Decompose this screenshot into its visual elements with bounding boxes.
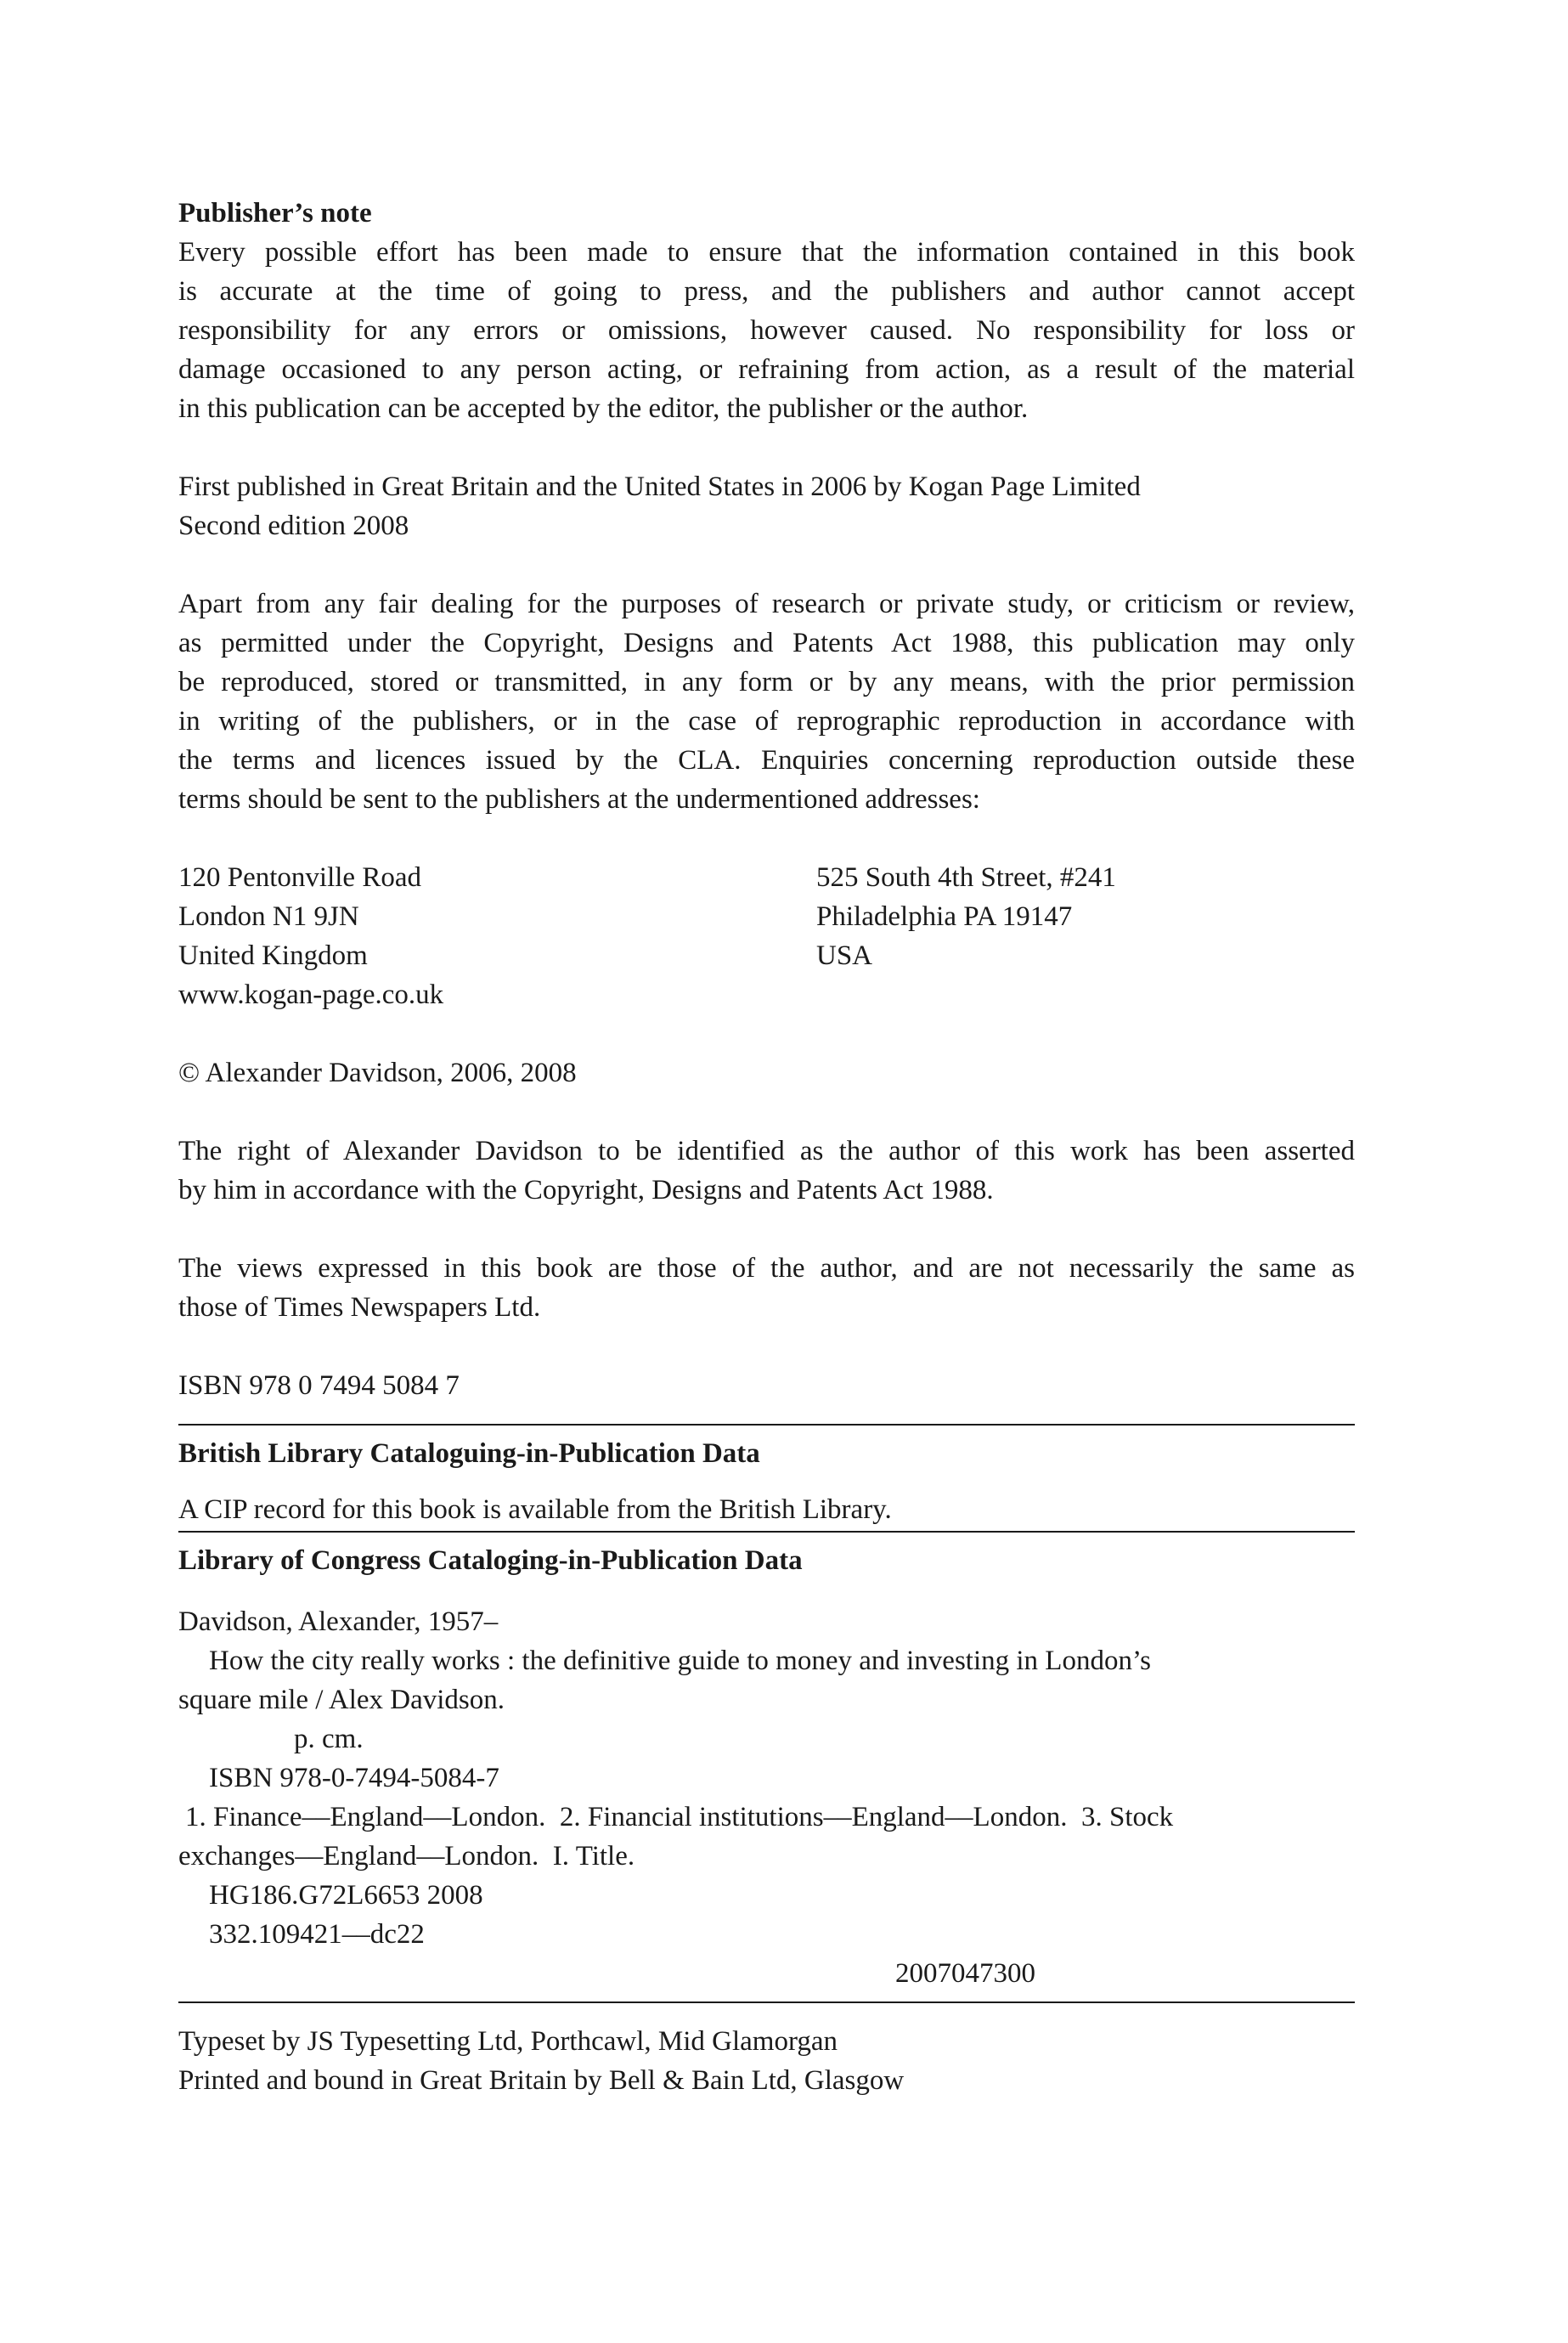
us-address	[816, 858, 1355, 1014]
publishers-note	[178, 194, 1355, 428]
uk-address	[178, 858, 816, 1014]
publishers-note-line: Every possible effort has been made to ensure that the information contained in this book	[178, 237, 1355, 268]
uk-website: www.kogan-page.co.uk	[178, 980, 444, 1010]
loc-pages: p. cm.	[294, 1724, 364, 1754]
fair-dealing-line: Apart from any fair dealing for the purposes of research or private study, or criticism or review,	[178, 589, 1355, 619]
publishers-note-heading: Publisher’s note	[178, 198, 372, 229]
loc-control-number: 2007047300	[895, 1958, 1035, 1989]
publishers-note-line: responsibility for any errors or omissions, however caused. No responsibility for loss or	[178, 315, 1355, 346]
library-of-congress-cip	[178, 1541, 1355, 1993]
us-address-line: USA	[816, 940, 873, 971]
author-right-notice	[178, 1132, 1355, 1210]
loc-classification: HG186.G72L6653 2008	[209, 1880, 483, 1911]
british-library-heading: British Library Cataloguing-in-Publication Data	[178, 1438, 760, 1469]
loc-title-line: How the city really works : the definitive guide to money and investing in London’s	[209, 1646, 1151, 1676]
loc-subjects-line: 1. Finance––England––London. 2. Financial institutions––England––London. 3. Stock	[185, 1802, 1174, 1832]
us-address-line: 525 South 4th Street, #241	[816, 862, 1116, 893]
first-published: First published in Great Britain and the United States in 2006 by Kogan Page Limited	[178, 471, 1141, 502]
british-library-cip	[178, 1434, 1355, 1529]
publication-info	[178, 467, 1355, 545]
loc-isbn: ISBN 978-0-7494-5084-7	[209, 1763, 499, 1793]
typeset-info: Typeset by JS Typesetting Ltd, Porthcawl, Mid Glamorgan	[178, 2026, 838, 2057]
views-line: The views expressed in this book are those of the author, and are not necessarily the same as	[178, 1253, 1355, 1284]
loc-author: Davidson, Alexander, 1957–	[178, 1606, 499, 1637]
uk-address-line: 120 Pentonville Road	[178, 862, 421, 893]
fair-dealing-line: in writing of the publishers, or in the case of reprographic reproduction in accordance with	[178, 706, 1355, 737]
fair-dealing-line: be reproduced, stored or transmitted, in any form or by any means, with the prior permission	[178, 667, 1355, 697]
isbn: ISBN 978 0 7494 5084 7	[178, 1370, 460, 1401]
publisher-addresses	[178, 858, 1355, 1014]
loc-dewey: 332.109421––dc22	[209, 1919, 425, 1950]
second-edition: Second edition 2008	[178, 511, 409, 541]
fair-dealing-notice	[178, 584, 1355, 819]
fair-dealing-line: as permitted under the Copyright, Designs and Patents Act 1988, this publication may only	[178, 628, 1355, 658]
printing-info	[178, 2022, 1355, 2100]
publishers-note-line: in this publication can be accepted by the editor, the publisher or the author.	[178, 393, 1029, 424]
publishers-note-line: is accurate at the time of going to press, and the publishers and author cannot accept	[178, 276, 1355, 307]
author-right-line: The right of Alexander Davidson to be identified as the author of this work has been asserted	[178, 1136, 1355, 1166]
uk-address-line: United Kingdom	[178, 940, 368, 971]
british-library-text: A CIP record for this book is available from the British Library.	[178, 1494, 892, 1525]
loc-title-line: square mile / Alex Davidson.	[178, 1685, 505, 1715]
copyright-notice: © Alexander Davidson, 2006, 2008	[178, 1058, 577, 1088]
printed-info: Printed and bound in Great Britain by Bell & Bain Ltd, Glasgow	[178, 2065, 905, 2096]
us-address-line: Philadelphia PA 19147	[816, 901, 1073, 932]
fair-dealing-line: terms should be sent to the publishers at the undermentioned addresses:	[178, 784, 980, 815]
loc-subjects-line: exchanges––England––London. I. Title.	[178, 1841, 635, 1872]
publishers-note-line: damage occasioned to any person acting, or refraining from action, as a result of the material	[178, 354, 1355, 385]
views-disclaimer	[178, 1249, 1355, 1327]
copyright-page	[178, 194, 1355, 2100]
views-line: those of Times Newspapers Ltd.	[178, 1292, 541, 1323]
author-right-line: by him in accordance with the Copyright, Designs and Patents Act 1988.	[178, 1175, 994, 1205]
loc-heading: Library of Congress Cataloging-in-Publication Data	[178, 1545, 803, 1576]
fair-dealing-line: the terms and licences issued by the CLA. Enquiries concerning reproduction outside these	[178, 745, 1355, 776]
uk-address-line: London N1 9JN	[178, 901, 359, 932]
